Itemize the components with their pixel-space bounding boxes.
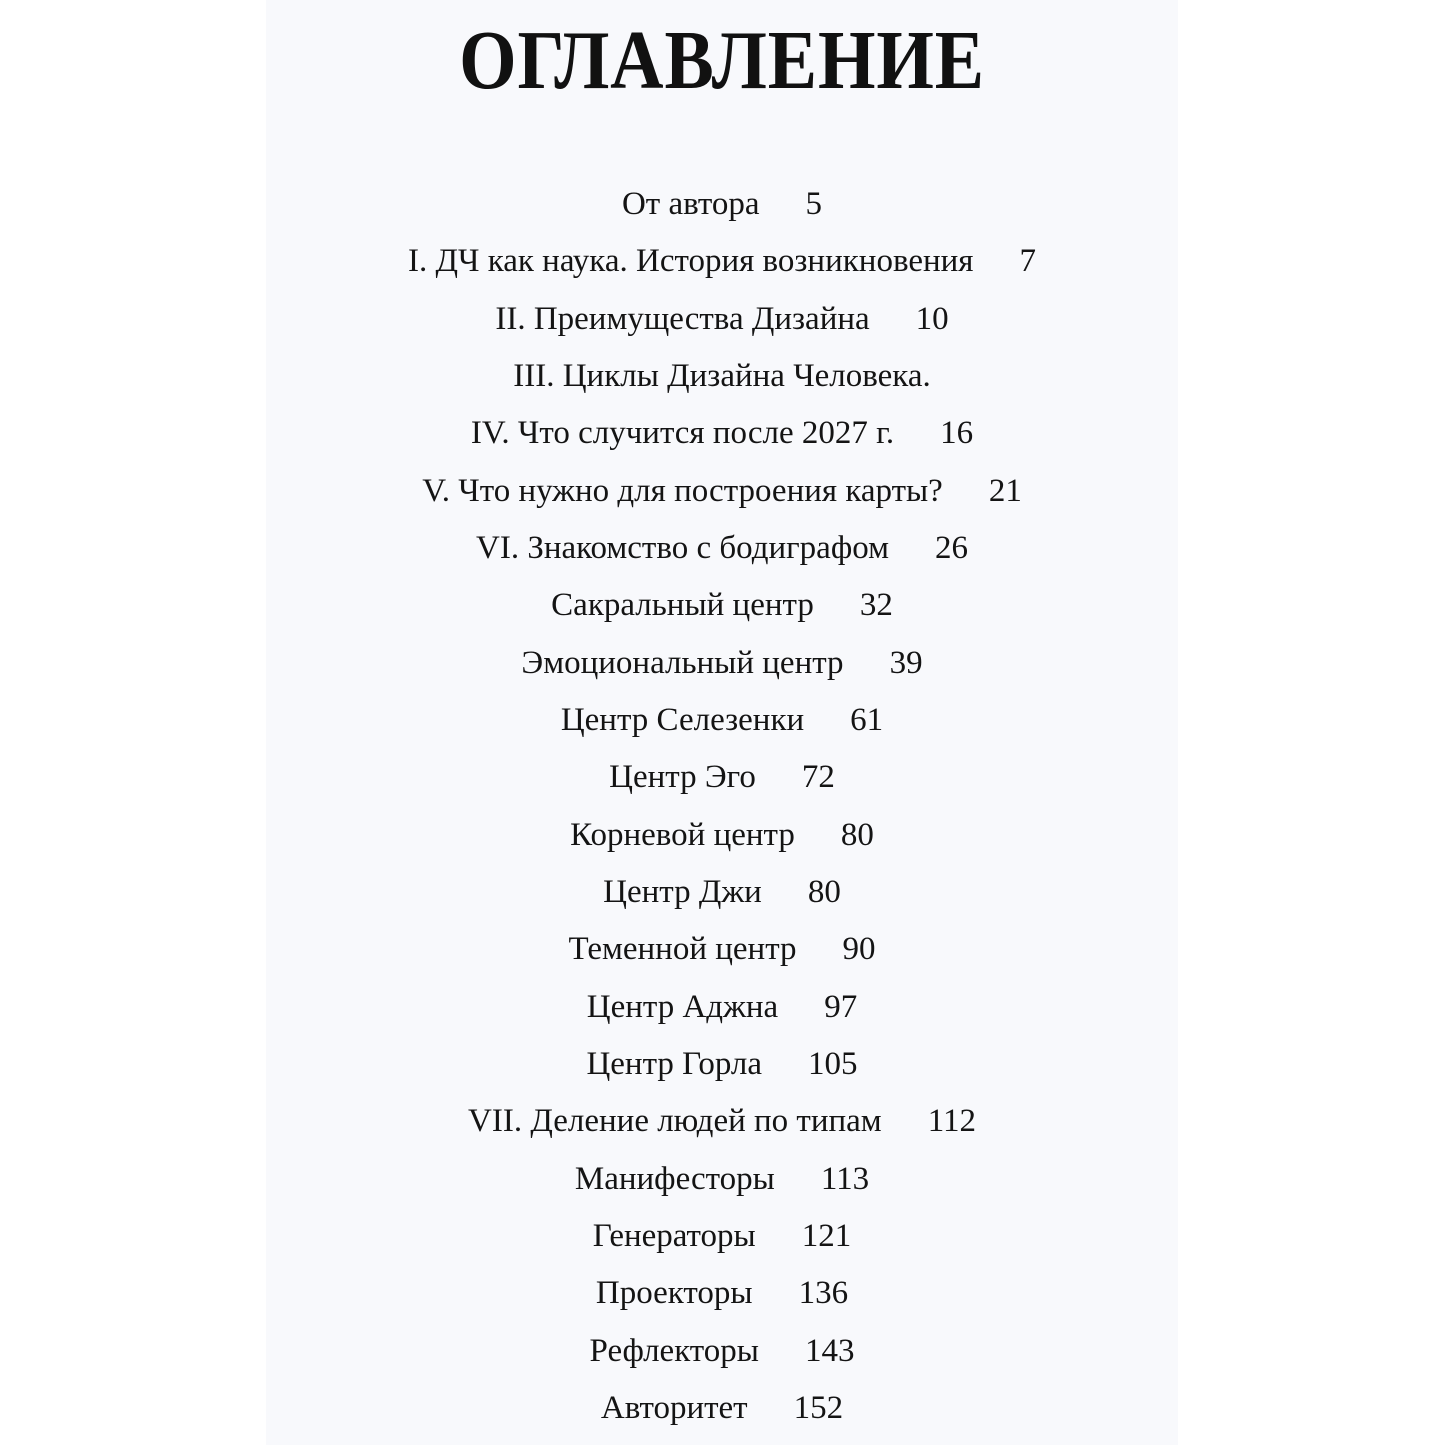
toc-entry [266,587,1178,637]
page-title: ОГЛАВЛЕНИЕ [459,14,985,107]
toc-entry-label: Эмоциональный центр [521,645,844,681]
toc-entry-label: От автора [621,186,760,222]
toc-entry-label: IV. Что случится после 2027 г. [470,415,895,451]
toc-entry-page: 152 [793,1390,844,1426]
toc-entry [266,1275,1178,1325]
toc-entry-label: VI. Знакомство с бодиграфом [476,530,889,566]
toc-entry [266,186,1178,236]
toc-entry-page: 112 [927,1103,976,1139]
toc-entry-label: II. Преимущества Дизайна [495,301,870,337]
toc-entry [266,874,1178,924]
toc-entry-page: 72 [801,759,835,795]
toc-entry [266,931,1178,981]
toc-entry-page: 7 [1019,243,1036,279]
toc-entry [266,243,1178,293]
toc-entry [266,301,1178,351]
toc-entry-page: 121 [801,1218,852,1254]
toc-entry-page: 39 [889,645,923,681]
toc-entry-label: Корневой центр [570,817,795,853]
toc-entry-page: 80 [840,817,874,853]
toc-entry-page: 10 [915,301,949,337]
toc-entry-label: Авторитет [600,1390,748,1426]
book-page [266,0,1178,1445]
toc-entry-label: VII. Деление людей по типам [468,1103,882,1139]
toc-entry-label: Центр Горла [586,1046,763,1082]
toc-entry-label: Сакральный центр [551,587,814,623]
toc-entry-page: 105 [808,1046,858,1082]
toc-entry-page: 113 [820,1161,870,1197]
toc-entry [266,358,1178,408]
toc-entry [266,645,1178,695]
toc-entry-label: Генераторы [592,1218,756,1254]
toc-entry-label: Проекторы [595,1275,753,1311]
toc-entry [266,1103,1178,1153]
toc-entry-page: 16 [940,415,974,451]
toc-entry-page: 143 [804,1333,855,1369]
toc-entry [266,759,1178,809]
toc-entry-page: 26 [934,530,968,566]
toc-entry-page: 61 [850,702,884,738]
toc-entry-page: 97 [824,989,858,1025]
toc-entry-page: 80 [807,874,841,910]
toc-entry [266,1046,1178,1096]
toc-entry-label: III. Циклы Дизайна Человека. [513,358,931,394]
toc-entry [266,473,1178,523]
toc-entry-label: V. Что нужно для построения карты? [422,473,943,509]
toc-entry-label: Центр Селезенки [560,702,805,738]
toc-entry-label: Центр Аджна [586,989,779,1025]
toc-entry [266,415,1178,465]
toc-entry [266,1390,1178,1440]
toc-entry [266,1333,1178,1383]
toc-entry-page: 136 [798,1275,849,1311]
toc-entry [266,530,1178,580]
toc-entry [266,1218,1178,1268]
toc-entry-label: Рефлекторы [589,1333,759,1369]
toc-entry-label: Манифесторы [574,1161,775,1197]
toc-entry [266,702,1178,752]
toc-entry-label: Теменной центр [568,931,797,967]
toc-entry-page: 90 [842,931,876,967]
toc-entry [266,817,1178,867]
toc-entry [266,1161,1178,1211]
toc-entry-page: 32 [859,587,893,623]
toc-entry-label: I. ДЧ как наука. История возникновения [408,243,974,279]
toc-entry-label: Центр Джи [603,874,762,910]
toc-entry-page: 21 [988,473,1022,509]
toc-entry [266,989,1178,1039]
toc-entry-label: Центр Эго [609,759,756,795]
toc-entry-page: 5 [805,186,823,222]
